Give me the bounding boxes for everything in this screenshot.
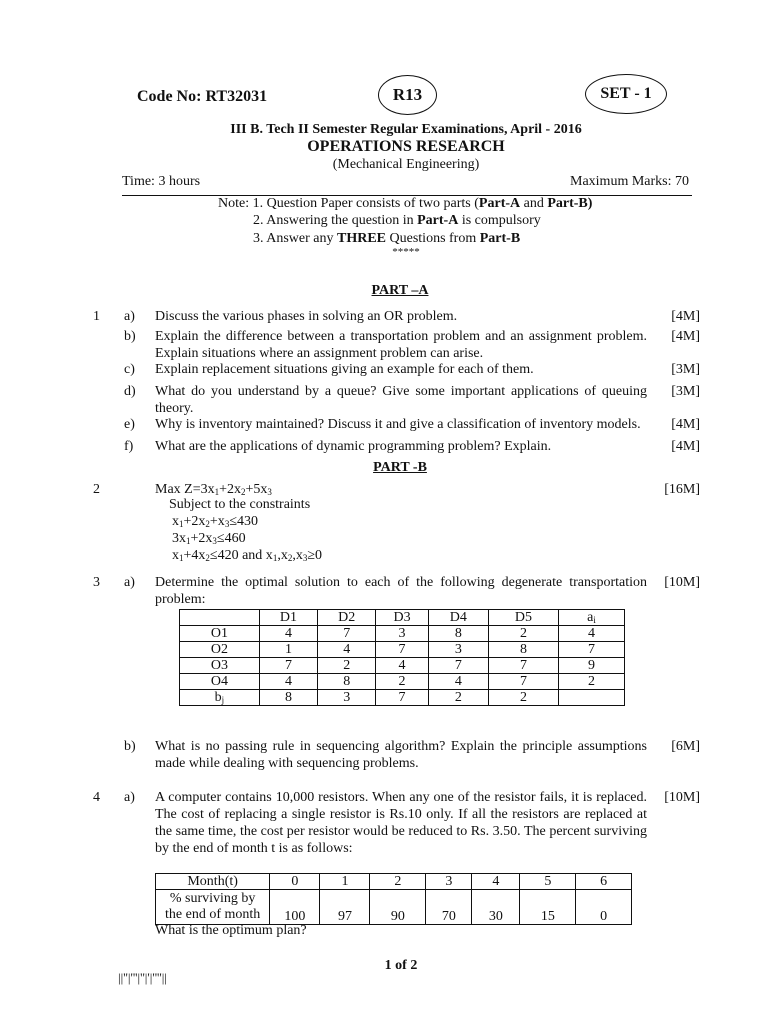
q4a-marks: [10M] xyxy=(664,790,700,805)
c2-s1: 1 xyxy=(186,536,191,546)
table-cell: 30 xyxy=(472,890,520,925)
table-cell xyxy=(558,610,624,626)
table-cell: 2 xyxy=(376,674,428,690)
q1c xyxy=(0,361,768,381)
q2-obj-s1: 1 xyxy=(214,487,220,497)
table-cell: 6 xyxy=(576,874,632,890)
note-2 xyxy=(253,213,541,229)
c2-b: +2x xyxy=(190,531,213,546)
table-cell: 100 xyxy=(270,890,320,925)
table-cell: 3 xyxy=(376,626,428,642)
table-cell: 7 xyxy=(558,642,624,658)
table-cell: 2 xyxy=(428,690,488,706)
table-cell: 2 xyxy=(318,658,376,674)
time-allowed: Time: 3 hours xyxy=(122,174,201,189)
table-cell: 2 xyxy=(488,690,558,706)
q2-obj-s3: 3 xyxy=(267,487,272,497)
table-cell: D2 xyxy=(318,610,376,626)
q1-number: 1 xyxy=(93,309,100,324)
c3-s1: 1 xyxy=(179,553,184,563)
survival-table xyxy=(155,873,632,925)
note-3-text: 3. Answer any xyxy=(253,231,337,246)
table-header-row xyxy=(180,610,625,626)
table-cell: 8 xyxy=(259,690,317,706)
table-cell: 4 xyxy=(318,642,376,658)
table-cell: 8 xyxy=(488,642,558,658)
c1-s2: 2 xyxy=(205,519,210,529)
b-label: b xyxy=(214,690,222,705)
q1b xyxy=(0,328,768,364)
q4-optimum-question: What is the optimum plan? xyxy=(155,923,307,938)
q1c-text: Explain replacement situations giving an example for each of them. xyxy=(155,362,534,377)
q2-obj-a: Max Z=3x xyxy=(155,482,215,497)
table-cell: 4 xyxy=(472,874,520,890)
table-cell: 2 xyxy=(488,626,558,642)
c1-s3: 3 xyxy=(224,519,230,529)
table-cell: D4 xyxy=(428,610,488,626)
q1d-label: d) xyxy=(124,384,136,399)
note-1-part-a: Part-A xyxy=(478,196,521,211)
table-row xyxy=(180,626,625,642)
q1b-label: b) xyxy=(124,329,136,344)
q3b-marks: [6M] xyxy=(671,739,700,754)
set-badge xyxy=(585,74,667,114)
branch: (Mechanical Engineering) xyxy=(332,157,480,172)
q1e-marks: [4M] xyxy=(671,417,700,432)
note-3-mid: Questions from xyxy=(386,231,480,246)
subject-title: OPERATIONS RESEARCH xyxy=(307,138,505,155)
q1f xyxy=(0,438,768,458)
stars-separator: ***** xyxy=(392,246,420,258)
note-2-part-a: Part-A xyxy=(417,213,459,228)
q4-number: 4 xyxy=(93,790,100,805)
c1-d: ≤430 xyxy=(229,514,258,529)
table-cell: 0 xyxy=(270,874,320,890)
table-cell: 8 xyxy=(428,626,488,642)
table-cell: 8 xyxy=(318,674,376,690)
exam-title: III B. Tech II Semester Regular Examinations, April - 2016 xyxy=(230,122,582,137)
table-cell: 7 xyxy=(428,658,488,674)
table-cell: 9 xyxy=(558,658,624,674)
table-cell: 7 xyxy=(318,626,376,642)
q2-constraint-1 xyxy=(172,514,258,530)
table-cell: 7 xyxy=(488,674,558,690)
q2-objective xyxy=(155,481,647,498)
q2-number: 2 xyxy=(93,482,100,497)
table-row xyxy=(156,874,632,890)
table-cell: D1 xyxy=(259,610,317,626)
q2-constraint-2 xyxy=(172,531,246,547)
regulation-label: R13 xyxy=(392,85,423,104)
c1-s1: 1 xyxy=(179,519,184,529)
q1c-label: c) xyxy=(124,362,135,377)
table-row xyxy=(180,658,625,674)
q3-number: 3 xyxy=(93,575,100,590)
table-cell xyxy=(558,690,624,706)
c3-s4: 2 xyxy=(287,553,293,563)
q2-obj-b: +2x xyxy=(219,482,242,497)
table-cell: 7 xyxy=(376,690,428,706)
table-cell: D3 xyxy=(376,610,428,626)
q1a-label: a) xyxy=(124,309,135,324)
q1f-marks: [4M] xyxy=(671,439,700,454)
q1a-marks: [4M] xyxy=(671,309,700,324)
table-cell: O1 xyxy=(180,626,260,642)
c1-c: +x xyxy=(209,514,225,529)
c3-s2: 2 xyxy=(205,553,210,563)
note-3 xyxy=(253,231,520,247)
table-cell: 1 xyxy=(320,874,370,890)
c3-d: ,x xyxy=(277,548,288,563)
table-cell: O2 xyxy=(180,642,260,658)
q2 xyxy=(0,481,768,501)
note-1 xyxy=(218,196,592,212)
q2-obj-c: +5x xyxy=(245,482,268,497)
q4a-label: a) xyxy=(124,790,135,805)
table-cell: O4 xyxy=(180,674,260,690)
table-cell: 2 xyxy=(370,874,426,890)
q1d xyxy=(0,383,768,419)
note-1-and: and xyxy=(520,196,548,211)
barcode: ||''|'''|''|'|''''|| xyxy=(118,970,167,985)
transportation-table xyxy=(179,609,625,706)
note-3-part-b: Part-B xyxy=(479,231,521,246)
note-3-three: THREE xyxy=(337,231,387,246)
surviving-label-1: % surviving by xyxy=(169,891,256,906)
q2-subject-to: Subject to the constraints xyxy=(169,497,311,512)
q1f-label: f) xyxy=(124,439,134,454)
table-cell: 3 xyxy=(426,874,472,890)
surviving-label-2: the end of month xyxy=(165,907,261,922)
q1e xyxy=(0,416,768,436)
q3b-text: What is no passing rule in sequencing algorithm? Explain the principle assumptions made while dealing with sequencing problems. xyxy=(155,739,647,771)
q2-constraint-3 xyxy=(172,548,322,564)
table-cell: 70 xyxy=(426,890,472,925)
q3a xyxy=(0,574,768,610)
table-row xyxy=(180,642,625,658)
q2-obj-s2: 2 xyxy=(241,487,246,497)
table-cell: D5 xyxy=(488,610,558,626)
table-cell: Month(t) xyxy=(156,874,270,890)
c3-a: x xyxy=(172,548,179,563)
q2-marks: [16M] xyxy=(664,482,700,497)
c1-b: +2x xyxy=(183,514,206,529)
note-2-text: 2. Answering the question in xyxy=(253,213,418,228)
table-cell: 15 xyxy=(520,890,576,925)
q3a-label: a) xyxy=(124,575,135,590)
a-sub: i xyxy=(593,615,596,625)
table-cell: 2 xyxy=(558,674,624,690)
table-cell: 3 xyxy=(428,642,488,658)
c2-a: 3x xyxy=(172,531,186,546)
part-b-title: PART -B xyxy=(373,460,427,475)
part-a-title: PART –A xyxy=(371,283,429,298)
table-cell: 3 xyxy=(318,690,376,706)
page-number: 1 of 2 xyxy=(384,958,418,973)
q1f-text: What are the applications of dynamic programming problem? Explain. xyxy=(155,439,552,454)
table-cell: 7 xyxy=(259,658,317,674)
table-cell: 97 xyxy=(320,890,370,925)
maximum-marks: Maximum Marks: 70 xyxy=(570,174,689,189)
c1-a: x xyxy=(172,514,179,529)
q1d-text: What do you understand by a queue? Give some important applications of queuing theory. xyxy=(155,384,647,416)
table-cell xyxy=(180,690,260,706)
set-label: SET - 1 xyxy=(600,85,652,102)
table-cell: 7 xyxy=(488,658,558,674)
c3-e: ,x xyxy=(292,548,303,563)
q3b-label: b) xyxy=(124,739,136,754)
table-cell: 4 xyxy=(259,626,317,642)
table-cell: 5 xyxy=(520,874,576,890)
table-cell: 0 xyxy=(576,890,632,925)
table-cell: 1 xyxy=(259,642,317,658)
q3a-text: Determine the optimal solution to each of the following degenerate transportation problem: xyxy=(155,575,647,607)
table-cell: 90 xyxy=(370,890,426,925)
note-1-part-b: Part-B) xyxy=(547,196,593,211)
q1a xyxy=(0,308,768,328)
table-cell: 4 xyxy=(558,626,624,642)
table-cell: 7 xyxy=(376,642,428,658)
q4a-text: A computer contains 10,000 resistors. When any one of the resistor fails, it is replaced. The cost of replacing a single resistor is Rs.10 only. If all the resistors are replaced at the same time, the cost per resistor would be reduced to Rs. 3.50. The percent surviving by the end of month t is as follows: xyxy=(155,790,647,856)
table-cell: O3 xyxy=(180,658,260,674)
table-row xyxy=(180,690,625,706)
q1e-text: Why is inventory maintained? Discuss it and give a classification of inventory models. xyxy=(155,417,641,432)
c3-s3: 1 xyxy=(272,553,278,563)
q1c-marks: [3M] xyxy=(671,362,700,377)
table-cell xyxy=(156,890,270,925)
c3-s5: 3 xyxy=(302,553,308,563)
table-cell: 4 xyxy=(376,658,428,674)
q1b-text: Explain the difference between a transportation problem and an assignment problem. Explain situations where an assignment problem can arise. xyxy=(155,329,647,361)
q1e-label: e) xyxy=(124,417,135,432)
a-label: a xyxy=(587,610,594,625)
c3-f: ≥0 xyxy=(307,548,322,563)
b-sub: j xyxy=(221,695,225,705)
table-row xyxy=(180,674,625,690)
c2-s2: 3 xyxy=(212,536,217,546)
code-number: Code No: RT32031 xyxy=(137,88,268,105)
table-cell: 4 xyxy=(428,674,488,690)
q1b-marks: [4M] xyxy=(671,329,700,344)
q4a xyxy=(0,789,768,861)
table-cell xyxy=(180,610,260,626)
table-cell: 4 xyxy=(259,674,317,690)
c2-c: ≤460 xyxy=(216,531,246,546)
q1d-marks: [3M] xyxy=(671,384,700,399)
c3-b: +4x xyxy=(183,548,206,563)
q1a-text: Discuss the various phases in solving an OR problem. xyxy=(155,309,458,324)
c3-c: ≤420 and x xyxy=(209,548,273,563)
note-1-text: Note: 1. Question Paper consists of two parts ( xyxy=(218,196,479,211)
q3b xyxy=(0,738,768,774)
q3a-marks: [10M] xyxy=(664,575,700,590)
regulation-badge xyxy=(378,75,437,115)
table-row xyxy=(156,890,632,925)
note-2-suffix: is compulsory xyxy=(458,213,541,228)
